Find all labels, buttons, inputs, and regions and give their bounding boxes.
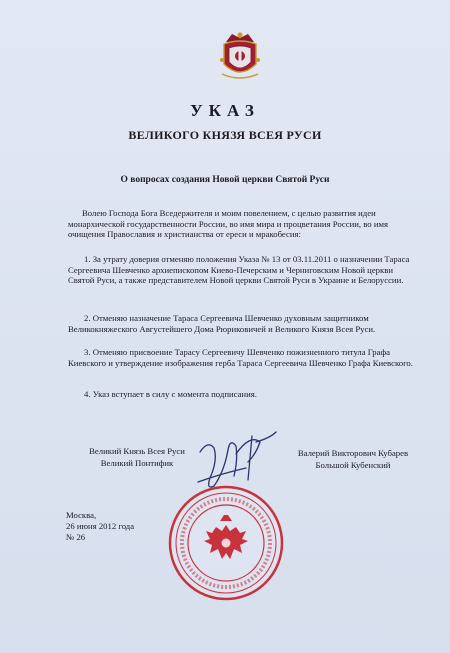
signatory-title-line1: Великий Князь Всея Руси [89, 446, 185, 456]
signatory-name: Валерий Викторович Кубарев [297, 448, 409, 458]
date: 26 июня 2012 года [66, 521, 135, 531]
signatory-title-block [72, 445, 202, 469]
decree-title: УКАЗ [190, 101, 260, 120]
item-4-paragraph: 4. Указ вступает в силу с момента подписания. [84, 389, 257, 399]
decree-subtitle: ВЕЛИКОГО КНЯЗЯ ВСЕЯ РУСИ [128, 128, 322, 142]
decree-topic: О вопросах создания Новой церкви Святой Руси [120, 175, 330, 185]
item-2-paragraph: 2. Отменяю назначение Тараса Сергеевича Шевченко духовным защитником Великокняжеского Августейшего Дома Рюриковичей и Великого Князя Всея Руси. [68, 313, 376, 334]
item-1-paragraph: 1. За утрату доверия отменяю положения Указа № 13 от 03.11.2011 о назначении Тараса Сергеевича Шевченко архиепископом Киево-Печерским и Черниговским Новой церкви Святой Руси, а также представителем Новой церкви Святой Руси в Украине и Белоруссии. [68, 254, 410, 286]
signatory-name-block [278, 447, 428, 471]
signatory-title-line2: Великий Понтифик [100, 458, 174, 468]
city: Москва, [66, 510, 97, 520]
signatory-alias: Большой Кубенский [315, 460, 391, 470]
item-3-paragraph: 3. Отменяю присвоение Тарасу Сергеевичу Шевченко пожизненного титула Графа Киевского и утверждение изображения герба Тараса Сергеевича Шевченко Графа Киевского. [68, 347, 413, 368]
place-date-block [66, 510, 134, 543]
coat-of-arms-icon [218, 30, 262, 84]
decree-number: № 26 [66, 532, 86, 542]
preamble-paragraph: Волею Господа Бога Вседержителя и моим повелением, с целью развития идеи монархической государственности России, во имя мира и процветания России, во имя очищения Православия и христианства от ереси и мракобесия: [68, 208, 388, 240]
round-seal-icon [166, 483, 286, 603]
